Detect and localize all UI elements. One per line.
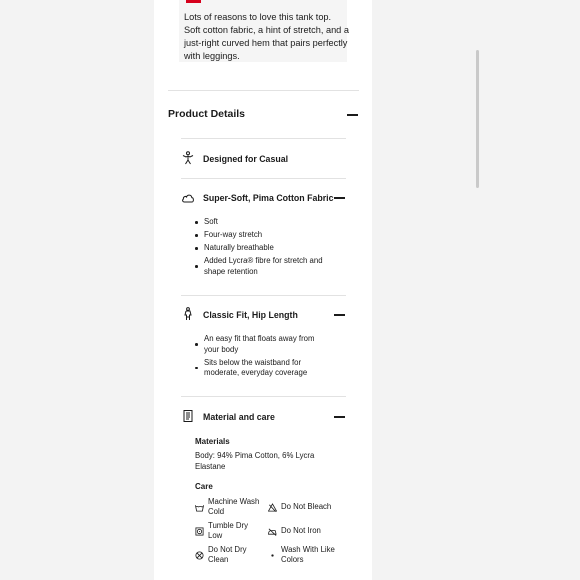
care-label: Do Not Bleach	[281, 502, 332, 511]
divider	[181, 396, 346, 397]
accent-bar	[186, 0, 201, 3]
no-iron-icon	[268, 527, 277, 536]
person-activity-icon	[181, 151, 195, 165]
care-item	[268, 545, 338, 565]
product-description-card	[179, 0, 347, 62]
care-label: Wash With Like Colors	[281, 545, 335, 564]
figure-fit-icon	[181, 307, 195, 321]
care-label: Do Not Dry Clean	[208, 545, 247, 564]
scrollbar[interactable]	[476, 50, 479, 188]
no-dry-clean-icon	[195, 551, 204, 560]
cloud-icon	[181, 191, 195, 205]
collapse-fabric-section-button[interactable]	[334, 197, 345, 199]
wash-tub-icon	[195, 503, 204, 512]
collapse-material-section-button[interactable]	[334, 416, 345, 418]
materials-heading: Materials	[195, 437, 230, 446]
no-bleach-icon	[268, 503, 277, 512]
care-item	[195, 521, 260, 541]
section-title-designed-for-casual[interactable]: Designed for Casual	[203, 154, 289, 164]
collapse-fit-section-button[interactable]	[334, 314, 345, 316]
divider	[181, 178, 346, 179]
section-title-pima-cotton-fabric[interactable]: Super-Soft, Pima Cotton Fabric	[203, 193, 334, 203]
care-label: Tumble Dry Low	[208, 521, 249, 540]
list-item: An easy fit that floats away from your body	[195, 334, 330, 355]
list-item: Four-way stretch	[195, 230, 335, 241]
collapse-product-details-button[interactable]	[347, 114, 358, 116]
care-item	[268, 502, 338, 512]
care-label: Do Not Iron	[281, 526, 321, 535]
list-item: Added Lycra® fibre for stretch and shape retention	[195, 256, 335, 277]
divider	[168, 90, 359, 91]
materials-text: Body: 94% Pima Cotton, 6% Lycra Elastane	[195, 451, 315, 471]
section-title-classic-fit[interactable]: Classic Fit, Hip Length	[203, 310, 298, 320]
fit-features-list	[195, 334, 330, 381]
list-item: Naturally breathable	[195, 243, 335, 254]
scroll-tag-icon	[181, 409, 195, 423]
product-description-text: Lots of reasons to love this tank top. Soft cotton fabric, a hint of stretch, and a just-right curved hem that pairs perfectly with leggings.	[184, 12, 349, 61]
care-label: Machine Wash Cold	[208, 497, 260, 516]
list-item: Sits below the waistband for moderate, everyday coverage	[195, 358, 330, 379]
care-heading: Care	[195, 482, 213, 491]
care-item	[268, 526, 338, 536]
care-item	[195, 545, 260, 565]
fabric-features-list	[195, 217, 335, 280]
product-page-panel	[154, 0, 372, 580]
divider	[181, 138, 346, 139]
section-title-material-and-care[interactable]: Material and care	[203, 412, 275, 422]
care-item	[195, 497, 260, 517]
tumble-dry-icon	[195, 527, 204, 536]
product-details-title: Product Details	[168, 108, 246, 120]
divider	[181, 295, 346, 296]
bullet-dot-icon	[268, 551, 277, 560]
list-item: Soft	[195, 217, 335, 228]
